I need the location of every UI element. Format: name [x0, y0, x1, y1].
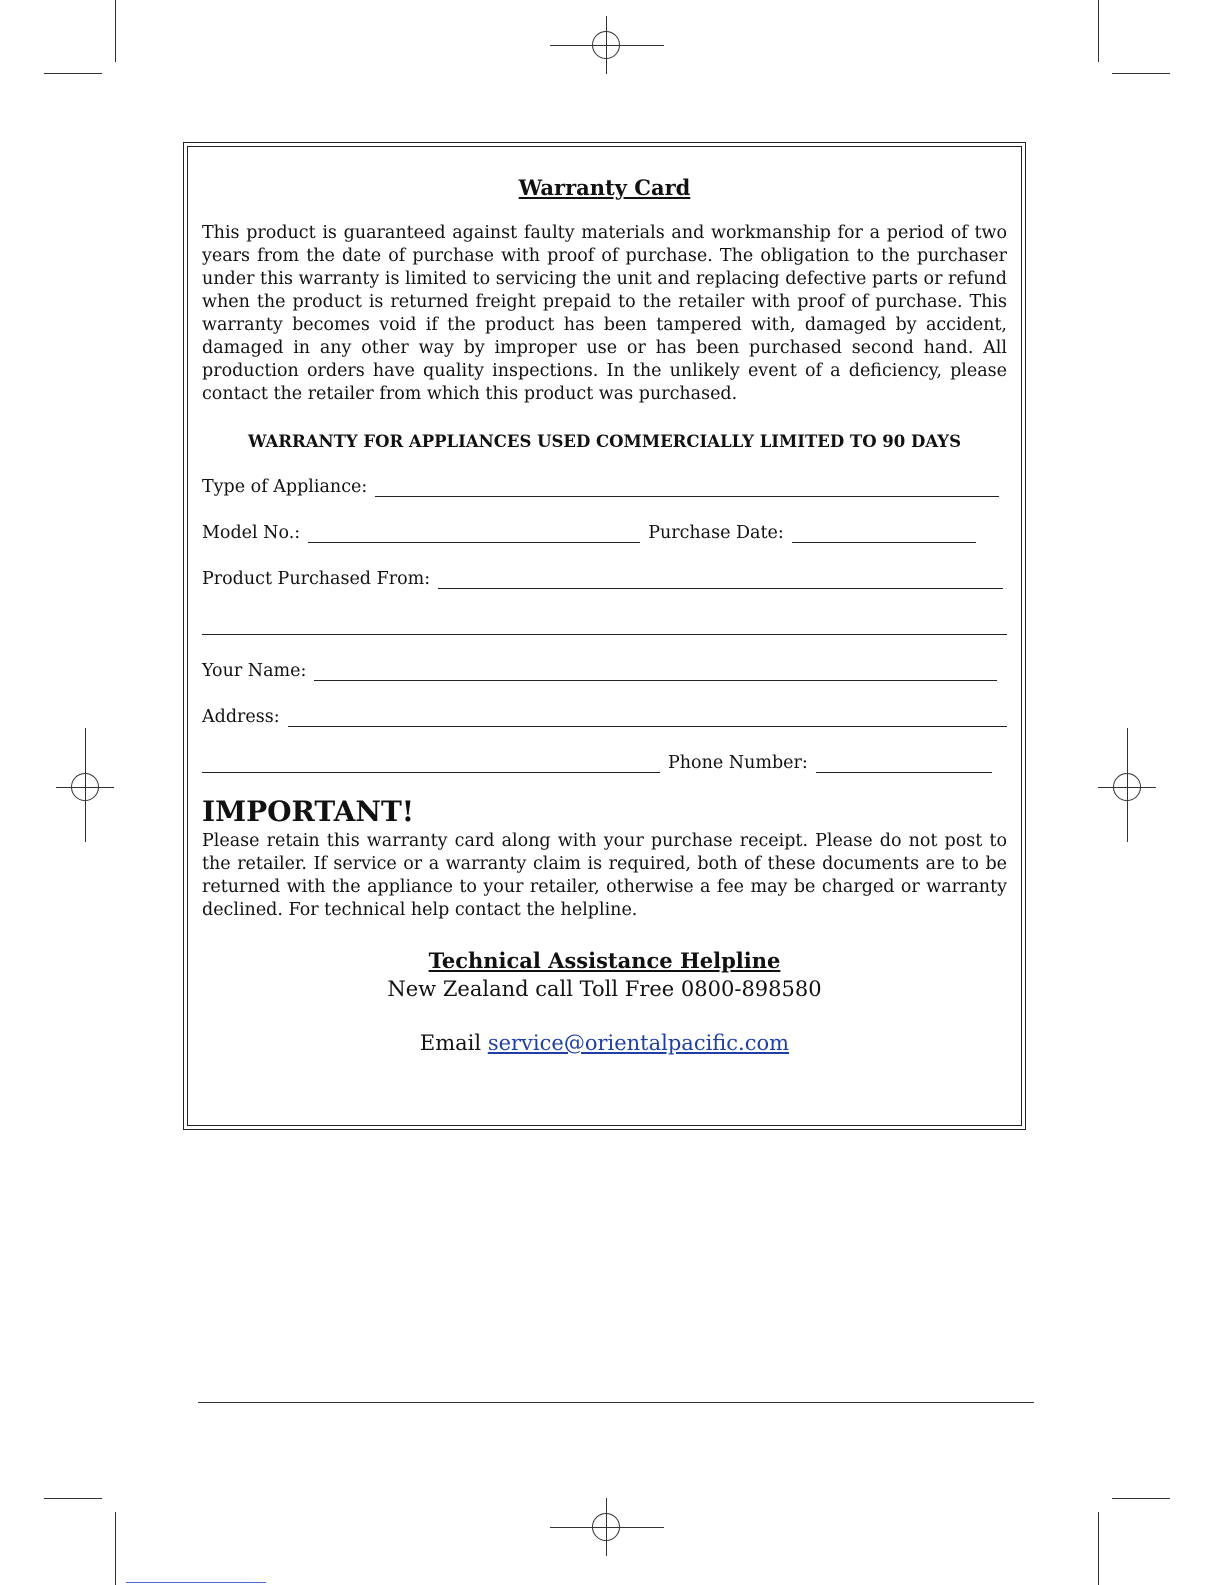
- phone-number-field[interactable]: [816, 756, 992, 773]
- purchased-from-row: [202, 565, 1007, 589]
- registration-mark-circle: [592, 1513, 620, 1541]
- crop-mark: [1112, 1498, 1170, 1499]
- email-row: [202, 1031, 1007, 1055]
- purchased-from-field-line-2[interactable]: [202, 618, 1007, 635]
- type-of-appliance-label: Type of Appliance:: [202, 477, 368, 497]
- model-no-label: Model No.:: [202, 523, 301, 543]
- address-field[interactable]: [288, 710, 1007, 727]
- your-name-row: [202, 657, 1007, 681]
- warranty-card: [183, 142, 1026, 1130]
- warranty-terms: This product is guaranteed against faulty materials and workmanship for a period of two years from the date of purchase with proof of purchase. The obligation to the purchaser under this warranty is limited to servicing the unit and replacing defective parts or refund when the product is returned freight prepaid to the retailer with proof of purchase. This warranty becomes void if the product has been tampered with, damaged by accident, damaged in any other way by improper use or has been purchased second hand. All production orders have quality inspections. In the unlikely event of a deficiency, please contact the retailer from which this product was purchased.: [202, 223, 1007, 404]
- card-title: Warranty Card: [518, 175, 691, 200]
- address-field-line-2[interactable]: [202, 756, 660, 773]
- crop-mark: [44, 1498, 102, 1499]
- address-phone-row: [202, 749, 1007, 773]
- address-row: [202, 703, 1007, 727]
- purchase-date-label: Purchase Date:: [648, 523, 784, 543]
- crop-mark: [115, 0, 116, 62]
- model-date-row: [202, 519, 1007, 543]
- important-text: Please retain this warranty card along with your purchase receipt. Please do not post to the retailer. If service or a warranty claim is required, both of these documents are to be returned with the appliance to your retailer, otherwise a fee may be charged or warranty declined. For technical help contact the helpline.: [202, 831, 1007, 920]
- registration-mark-circle: [1113, 773, 1141, 801]
- purchased-from-field[interactable]: [438, 572, 1003, 589]
- crop-mark: [115, 1512, 116, 1585]
- your-name-field[interactable]: [314, 664, 997, 681]
- important-heading: IMPORTANT!: [202, 795, 415, 828]
- your-name-label: Your Name:: [202, 661, 307, 681]
- address-label: Address:: [202, 707, 280, 727]
- type-of-appliance-field[interactable]: [375, 480, 999, 497]
- purchased-from-label: Product Purchased From:: [202, 569, 431, 589]
- crop-mark: [1098, 0, 1099, 62]
- registration-mark-circle: [71, 773, 99, 801]
- helpline-phone: New Zealand call Toll Free 0800-898580: [387, 977, 822, 1001]
- model-no-field[interactable]: [308, 526, 640, 543]
- type-of-appliance-row: [202, 473, 1007, 497]
- email-label: Email: [419, 1031, 482, 1055]
- crop-mark: [44, 73, 102, 74]
- commercial-notice: WARRANTY FOR APPLIANCES USED COMMERCIALLY LIMITED TO 90 DAYS: [248, 432, 961, 451]
- page-link-underline: [126, 1582, 266, 1583]
- purchase-date-field[interactable]: [792, 526, 976, 543]
- registration-mark-circle: [592, 31, 620, 59]
- warranty-card-content: [202, 175, 1007, 1055]
- phone-number-label: Phone Number:: [668, 753, 808, 773]
- warranty-card-border: [187, 146, 1022, 1126]
- email-link[interactable]: service@orientalpacific.com: [487, 1031, 790, 1055]
- helpline-title: Technical Assistance Helpline: [428, 948, 781, 973]
- crop-mark: [1112, 73, 1170, 74]
- crop-mark: [1098, 1512, 1099, 1585]
- footer-rule: [198, 1402, 1034, 1403]
- purchased-from-continuation-row: [202, 611, 1007, 635]
